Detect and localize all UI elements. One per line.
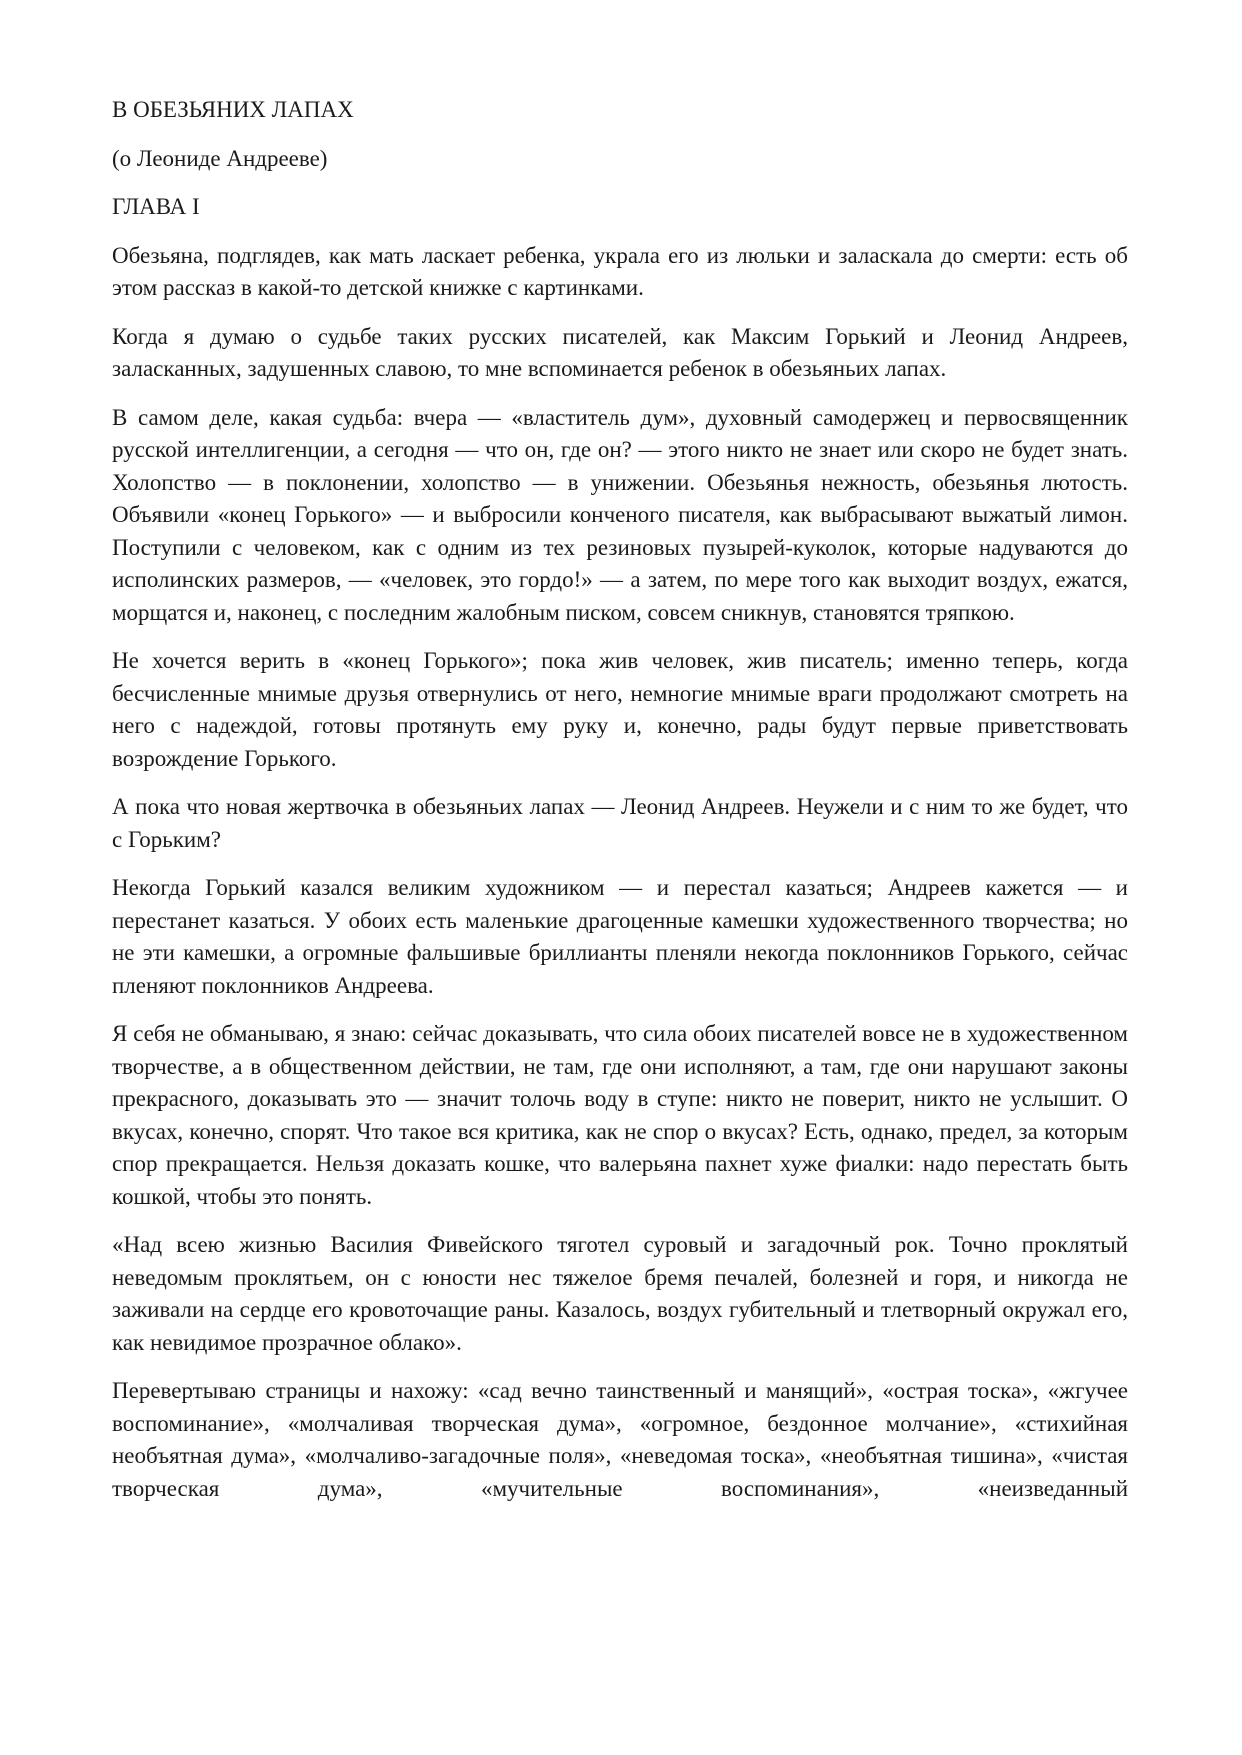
chapter-heading: ГЛАВА I xyxy=(112,194,200,219)
paragraph: Когда я думаю о судьбе таких русских писателей, как Максим Горький и Леонид Андреев, заласканных, задушенных славою, то мне вспоминается ребенок в обезьяньих лапах. xyxy=(112,323,1128,381)
paragraph: А пока что новая жертвочка в обезьяньих лапах — Леонид Андреев. Неужели и с ним то же будет, что с Горьким? xyxy=(112,794,1128,852)
paragraph: Не хочется верить в «конец Горького»; пока жив человек, жив писатель; именно теперь, когда бесчисленные мнимые друзья отвернулись от него, немногие мнимые враги продолжают смотреть на него с надеждой, готовы протянуть ему руку и, конечно, рады будут первые приветствовать возрождение Горького. xyxy=(112,648,1128,771)
paragraph: Я себя не обманываю, я знаю: сейчас доказывать, что сила обоих писателей вовсе не в художественном творчестве, а в общественном действии, не там, где они исполняют, а там, где они нарушают законы прекрасного, доказывать это — значит толочь воду в ступе: никто не поверит, никто не услышит. О вкусах, конечно, спорят. Что такое вся критика, как не спор о вкусах? Есть, однако, предел, за которым спор прекращается. Нельзя доказать кошке, что валерьяна пахнет хуже фиалки: надо перестать быть кошкой, чтобы это понять. xyxy=(112,1021,1128,1209)
document-subtitle: (о Леониде Андрееве) xyxy=(112,145,328,171)
paragraph: Обезьяна, подглядев, как мать ласкает ребенка, украла его из люльки и заласкала до смерти: есть об этом рассказ в какой-то детской книжке с картинками. xyxy=(112,242,1128,300)
paragraph: Перевертываю страницы и нахожу: «сад вечно таинственный и манящий», «острая тоска», «жгучее воспоминание», «молчаливая творческая дума», «огромное, бездонное молчание», «стихийная необъятная дума», «молчаливо-загадочные поля», «неведомая тоска», «необъятная тишина», «чистая творческая дума», «мучительные воспоминания», «неизведанный xyxy=(112,1378,1128,1501)
document-title: В ОБЕЗЬЯНИХ ЛАПАХ xyxy=(112,97,354,122)
paragraph: Некогда Горький казался великим художником — и перестал казаться; Андреев кажется — и перестанет казаться. У обоих есть маленькие драгоценные камешки художественного творчества; но не эти камешки, а огромные фальшивые бриллианты пленяли некогда поклонников Горького, сейчас пленяют поклонников Андреева. xyxy=(112,875,1128,998)
quote-paragraph: «Над всею жизнью Василия Фивейского тяготел суровый и загадочный рок. Точно проклятый неведомым проклятьем, он с юности нес тяжелое бремя печалей, болезней и горя, и никогда не заживали на сердце его кровоточащие раны. Казалось, воздух губительный и тлетворный окружал его, как невидимое прозрачное облако». xyxy=(112,1232,1128,1355)
paragraph: В самом деле, какая судьба: вчера — «властитель дум», духовный самодержец и первосвященник русской интеллигенции, а сегодня — что он, где он? — этого никто не знает или скоро не будет знать. Холопство — в поклонении, холопство — в унижении. Обезьянья нежность, обезьянья лютость. Объявили «конец Горького» — и выбросили конченого писателя, как выбрасывают выжатый лимон. Поступили с человеком, как с одним из тех резиновых пузырей-куколок, которые надуваются до исполинских размеров, — «человек, это гордо!» — а затем, по мере того как выходит воздух, ежатся, морщатся и, наконец, с последним жалобным писком, совсем сникнув, становятся тряпкою. xyxy=(112,404,1128,625)
document-page xyxy=(112,94,1128,1521)
